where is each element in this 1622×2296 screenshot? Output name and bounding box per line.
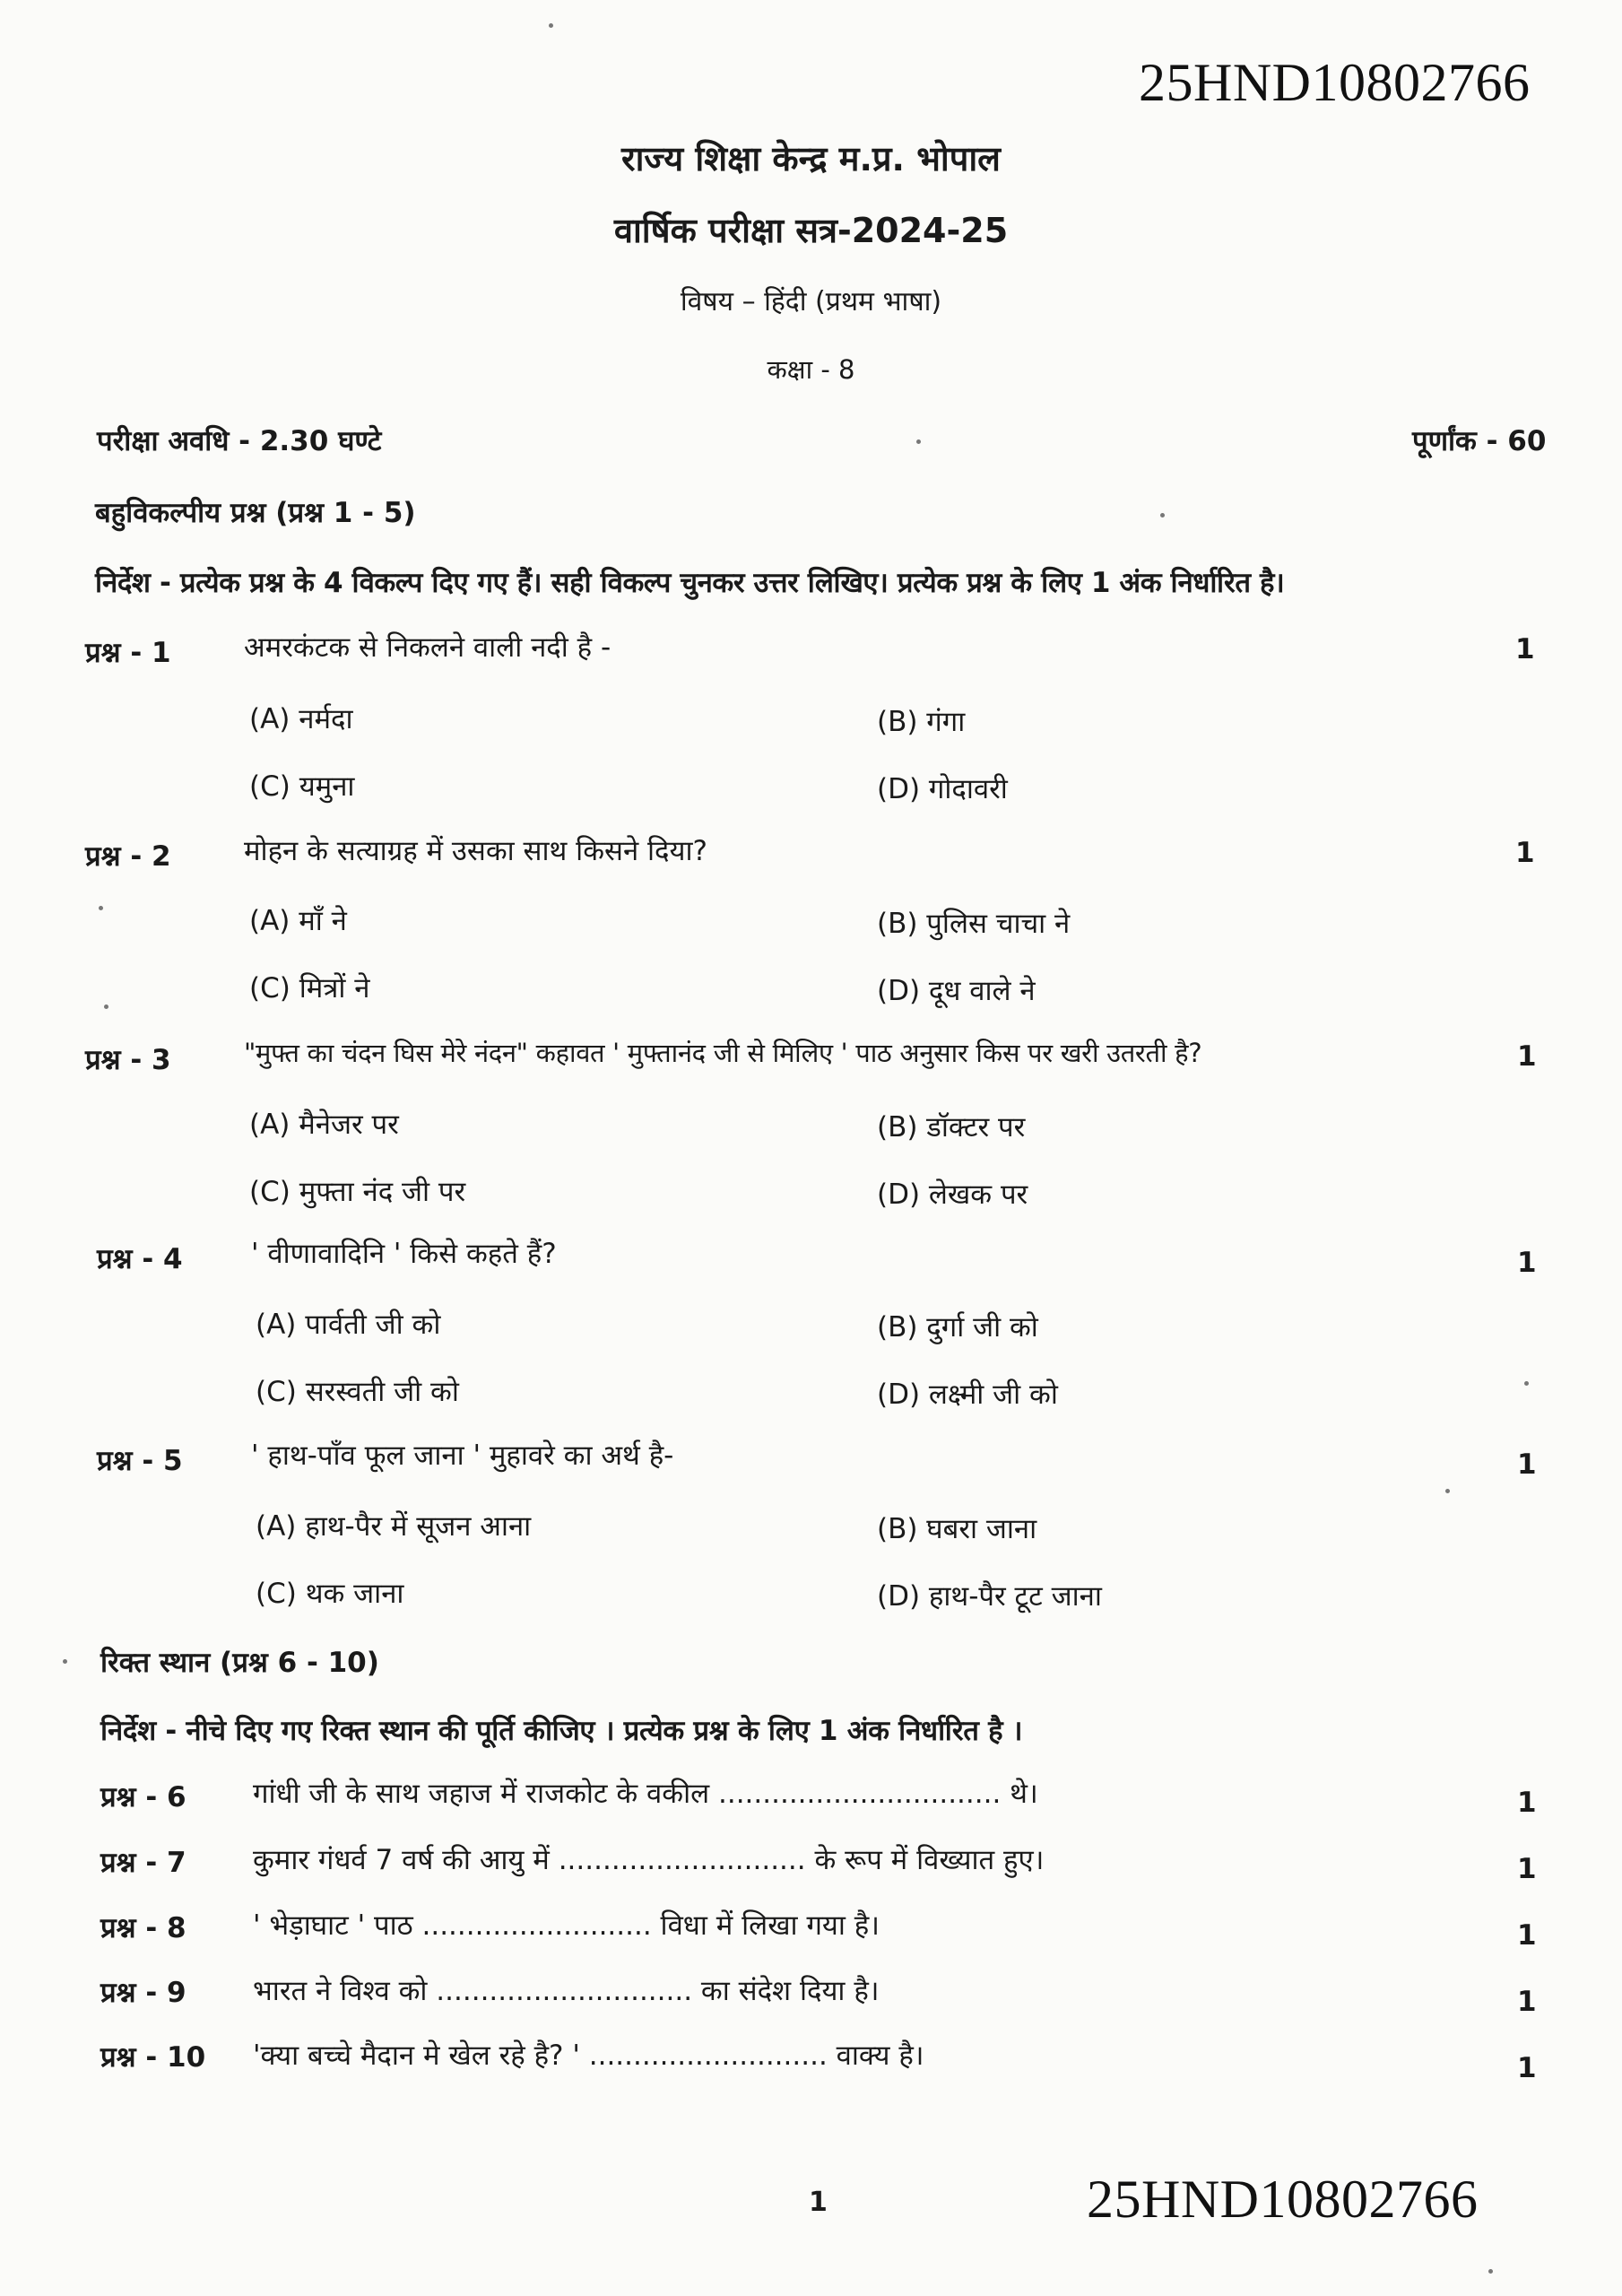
scan-speck [104, 1004, 108, 1009]
document-code-top: 25HND10802766 [1139, 53, 1531, 112]
mcq-instruction: निर्देश - प्रत्येक प्रश्न के 4 विकल्प दिए गए हैं। सही विकल्प चुनकर उत्तर लिखिए। प्रत्येक प्रश्न के लिए 1 अंक निर्धारित है। [95, 567, 1285, 599]
question-text: भारत ने विश्व को ............................. का संदेश दिया है। [253, 1975, 880, 2007]
question-text: अमरकंटक से निकलने वाली नदी है - [244, 631, 612, 664]
question-marks: 1 [1517, 1040, 1537, 1073]
scan-speck [549, 23, 553, 28]
question-number: प्रश्न - 6 [100, 1781, 186, 1813]
option-c: (C) मित्रों ने [249, 972, 370, 1004]
question-marks: 1 [1515, 837, 1535, 869]
question-number: प्रश्न - 7 [100, 1847, 186, 1879]
question-number: प्रश्न - 10 [100, 2041, 206, 2074]
option-a: (A) हाथ-पैर में सूजन आना [256, 1510, 532, 1543]
question-marks: 1 [1517, 1919, 1537, 1952]
exam-duration: परीक्षा अवधि - 2.30 घण्टे [97, 425, 382, 457]
document-code-bottom: 25HND10802766 [1087, 2170, 1479, 2229]
option-d: (D) गोदावरी [877, 773, 1008, 805]
scan-speck [63, 1659, 67, 1664]
board-title: राज्य शिक्षा केन्द्र म.प्र. भोपाल [621, 139, 1001, 178]
option-d: (D) दूध वाले ने [877, 975, 1036, 1007]
question-number: प्रश्न - 9 [100, 1977, 186, 2009]
question-marks: 1 [1517, 2052, 1537, 2084]
option-b: (B) डॉक्टर पर [877, 1111, 1026, 1144]
option-b: (B) दुर्गा जी को [877, 1311, 1038, 1344]
question-text: मोहन के सत्याग्रह में उसका साथ किसने दिया? [244, 835, 707, 867]
class-line: कक्षा - 8 [767, 354, 855, 385]
question-text: ' भेड़ाघाट ' पाठ .......................... विधा में लिखा गया है। [253, 1909, 880, 1942]
subject-line: विषय – हिंदी (प्रथम भाषा) [680, 286, 942, 317]
scan-speck [1524, 1381, 1529, 1386]
option-d: (D) लक्ष्मी जी को [877, 1378, 1058, 1411]
option-a: (A) पार्वती जी को [256, 1309, 441, 1341]
exam-title: वार्षिक परीक्षा सत्र-2024-25 [613, 211, 1009, 250]
question-text: ' हाथ-पाँव फूल जाना ' मुहावरे का अर्थ है- [251, 1439, 674, 1472]
option-a: (A) मैनेजर पर [249, 1109, 399, 1141]
question-text: गांधी जी के साथ जहाज में राजकोट के वकील ................................ थे। [253, 1778, 1038, 1810]
question-number: प्रश्न - 8 [100, 1912, 186, 1944]
question-marks: 1 [1517, 1986, 1537, 2018]
scan-speck [916, 439, 921, 444]
question-marks: 1 [1515, 633, 1535, 665]
option-c: (C) सरस्वती जी को [256, 1376, 459, 1408]
option-c: (C) मुफ्ता नंद जी पर [249, 1176, 466, 1208]
question-marks: 1 [1517, 1853, 1537, 1885]
scan-speck [1488, 2269, 1493, 2274]
question-marks: 1 [1517, 1247, 1537, 1279]
question-marks: 1 [1517, 1448, 1537, 1481]
option-b: (B) पुलिस चाचा ने [877, 908, 1071, 940]
scan-speck [1160, 513, 1165, 517]
option-c: (C) थक जाना [256, 1578, 404, 1610]
option-b: (B) घबरा जाना [877, 1513, 1037, 1545]
option-b: (B) गंगा [877, 706, 966, 738]
question-text: "मुफ्त का चंदन घिस मेरे नंदन" कहावत ' मुफ्तानंद जी से मिलिए ' पाठ अनुसार किस पर खरी उतरती है? [244, 1038, 1202, 1068]
question-marks: 1 [1517, 1787, 1537, 1819]
option-a: (A) माँ ने [249, 905, 347, 937]
max-marks: पूर्णांक - 60 [1412, 425, 1547, 457]
scan-speck [99, 906, 103, 910]
question-number: प्रश्न - 2 [85, 840, 171, 873]
question-number: प्रश्न - 4 [97, 1243, 183, 1275]
question-text: 'क्या बच्चे मैदान मे खेल रहे है? ' ........................... वाक्य है। [253, 2039, 924, 2072]
scan-speck [1445, 1489, 1450, 1493]
option-c: (C) यमुना [249, 770, 355, 803]
question-number: प्रश्न - 1 [85, 637, 171, 669]
question-number: प्रश्न - 5 [97, 1445, 183, 1477]
question-text: कुमार गंधर्व 7 वर्ष की आयु में ............................ के रूप में विख्यात हुए। [253, 1844, 1045, 1876]
option-d: (D) लेखक पर [877, 1178, 1028, 1211]
mcq-heading: बहुविकल्पीय प्रश्न (प्रश्न 1 - 5) [95, 497, 416, 529]
question-text: ' वीणावादिनि ' किसे कहते हैं? [251, 1238, 557, 1270]
fill-instruction: निर्देश - नीचे दिए गए रिक्त स्थान की पूर्ति कीजिए । प्रत्येक प्रश्न के लिए 1 अंक निर्धारित है । [100, 1715, 1023, 1747]
option-d: (D) हाथ-पैर टूट जाना [877, 1580, 1102, 1613]
question-number: प्रश्न - 3 [85, 1044, 171, 1076]
option-a: (A) नर्मदा [249, 703, 353, 735]
fill-heading: रिक्त स्थान (प्रश्न 6 - 10) [100, 1647, 379, 1679]
page-number: 1 [809, 2187, 828, 2218]
